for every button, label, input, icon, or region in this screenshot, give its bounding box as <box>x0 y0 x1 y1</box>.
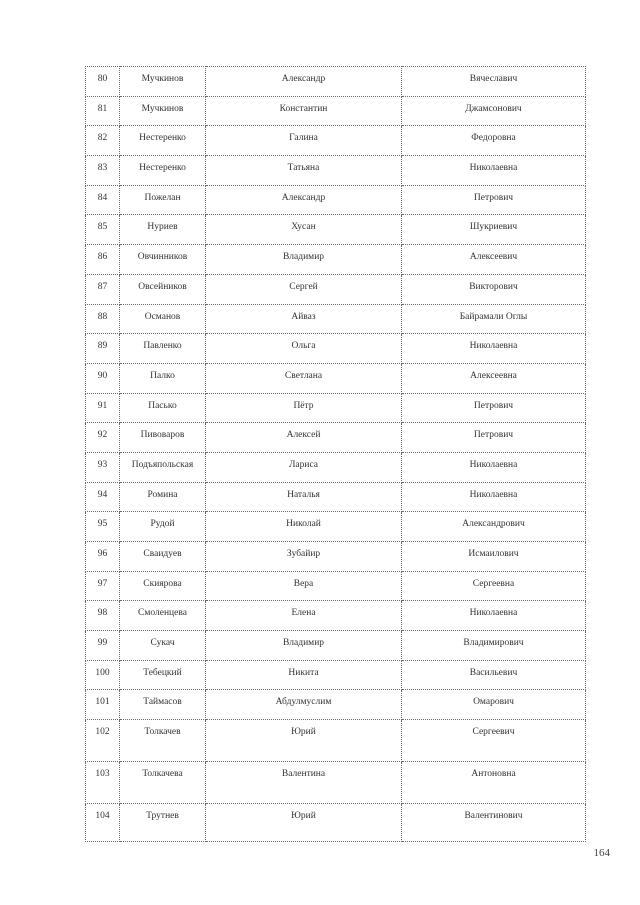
table-row <box>86 720 586 762</box>
table-row <box>86 452 586 482</box>
first-name-cell: Владимир <box>206 631 402 661</box>
row-number-cell: 83 <box>86 156 120 186</box>
first-name-cell: Вера <box>206 571 402 601</box>
last-name-cell: Толкачева <box>120 762 206 804</box>
row-number-cell: 102 <box>86 720 120 762</box>
last-name-cell: Ромина <box>120 482 206 512</box>
patronymic-cell: Петрович <box>402 185 586 215</box>
last-name-cell: Пасько <box>120 393 206 423</box>
page-number: 164 <box>593 847 610 859</box>
first-name-cell: Хусан <box>206 215 402 245</box>
table-row <box>86 690 586 720</box>
first-name-cell: Татьяна <box>206 156 402 186</box>
patronymic-cell: Алексеевна <box>402 363 586 393</box>
row-number-cell: 94 <box>86 482 120 512</box>
row-number-cell: 92 <box>86 423 120 453</box>
patronymic-cell: Александрович <box>402 512 586 542</box>
table-row <box>86 304 586 334</box>
last-name-cell: Рудой <box>120 512 206 542</box>
first-name-cell: Николай <box>206 512 402 542</box>
first-name-cell: Юрий <box>206 804 402 842</box>
table-row <box>86 67 586 97</box>
last-name-cell: Таймасов <box>120 690 206 720</box>
table-row <box>86 631 586 661</box>
patronymic-cell: Омарович <box>402 690 586 720</box>
first-name-cell: Александр <box>206 185 402 215</box>
first-name-cell: Пётр <box>206 393 402 423</box>
last-name-cell: Нестеренко <box>120 126 206 156</box>
table-row <box>86 363 586 393</box>
table-row <box>86 762 586 804</box>
first-name-cell: Александр <box>206 67 402 97</box>
first-name-cell: Сергей <box>206 274 402 304</box>
row-number-cell: 103 <box>86 762 120 804</box>
last-name-cell: Нуриев <box>120 215 206 245</box>
patronymic-cell: Николаевна <box>402 156 586 186</box>
table-row <box>86 334 586 364</box>
table-row <box>86 96 586 126</box>
patronymic-cell: Сергеевич <box>402 720 586 762</box>
row-number-cell: 98 <box>86 601 120 631</box>
names-table-body <box>86 67 586 842</box>
table-row <box>86 804 586 842</box>
first-name-cell: Айваз <box>206 304 402 334</box>
last-name-cell: Палко <box>120 363 206 393</box>
last-name-cell: Пивоваров <box>120 423 206 453</box>
patronymic-cell: Федоровна <box>402 126 586 156</box>
table-row <box>86 274 586 304</box>
row-number-cell: 91 <box>86 393 120 423</box>
first-name-cell: Владимир <box>206 245 402 275</box>
first-name-cell: Юрий <box>206 720 402 762</box>
patronymic-cell: Николаевна <box>402 482 586 512</box>
table-row <box>86 542 586 572</box>
patronymic-cell: Байрамали Оглы <box>402 304 586 334</box>
row-number-cell: 95 <box>86 512 120 542</box>
table-row <box>86 571 586 601</box>
first-name-cell: Никита <box>206 660 402 690</box>
last-name-cell: Османов <box>120 304 206 334</box>
last-name-cell: Мучкинов <box>120 96 206 126</box>
patronymic-cell: Петрович <box>402 423 586 453</box>
first-name-cell: Ольга <box>206 334 402 364</box>
patronymic-cell: Викторович <box>402 274 586 304</box>
last-name-cell: Нестеренко <box>120 156 206 186</box>
first-name-cell: Зубайир <box>206 542 402 572</box>
last-name-cell: Подъяпольская <box>120 452 206 482</box>
last-name-cell: Овчинников <box>120 245 206 275</box>
last-name-cell: Толкачев <box>120 720 206 762</box>
row-number-cell: 93 <box>86 452 120 482</box>
first-name-cell: Алексей <box>206 423 402 453</box>
patronymic-cell: Джамсонович <box>402 96 586 126</box>
row-number-cell: 85 <box>86 215 120 245</box>
names-table <box>85 66 586 842</box>
last-name-cell: Смоленцева <box>120 601 206 631</box>
last-name-cell: Овсейников <box>120 274 206 304</box>
patronymic-cell: Сергеевна <box>402 571 586 601</box>
row-number-cell: 90 <box>86 363 120 393</box>
patronymic-cell: Вячеславич <box>402 67 586 97</box>
row-number-cell: 101 <box>86 690 120 720</box>
row-number-cell: 80 <box>86 67 120 97</box>
row-number-cell: 86 <box>86 245 120 275</box>
row-number-cell: 87 <box>86 274 120 304</box>
table-row <box>86 185 586 215</box>
table-row <box>86 482 586 512</box>
patronymic-cell: Николаевна <box>402 601 586 631</box>
first-name-cell: Галина <box>206 126 402 156</box>
table-row <box>86 601 586 631</box>
table-row <box>86 126 586 156</box>
first-name-cell: Светлана <box>206 363 402 393</box>
row-number-cell: 84 <box>86 185 120 215</box>
last-name-cell: Пожелан <box>120 185 206 215</box>
row-number-cell: 96 <box>86 542 120 572</box>
last-name-cell: Павленко <box>120 334 206 364</box>
row-number-cell: 81 <box>86 96 120 126</box>
last-name-cell: Сукач <box>120 631 206 661</box>
table-row <box>86 393 586 423</box>
table-row <box>86 245 586 275</box>
row-number-cell: 89 <box>86 334 120 364</box>
last-name-cell: Трутнев <box>120 804 206 842</box>
last-name-cell: Тебецкий <box>120 660 206 690</box>
patronymic-cell: Владимирович <box>402 631 586 661</box>
row-number-cell: 104 <box>86 804 120 842</box>
first-name-cell: Константин <box>206 96 402 126</box>
last-name-cell: Скиярова <box>120 571 206 601</box>
first-name-cell: Абдулмуслим <box>206 690 402 720</box>
row-number-cell: 97 <box>86 571 120 601</box>
first-name-cell: Елена <box>206 601 402 631</box>
last-name-cell: Мучкинов <box>120 67 206 97</box>
table-row <box>86 215 586 245</box>
patronymic-cell: Васильевич <box>402 660 586 690</box>
patronymic-cell: Исмаилович <box>402 542 586 572</box>
patronymic-cell: Николаевна <box>402 452 586 482</box>
row-number-cell: 100 <box>86 660 120 690</box>
row-number-cell: 99 <box>86 631 120 661</box>
first-name-cell: Наталья <box>206 482 402 512</box>
patronymic-cell: Николаевна <box>402 334 586 364</box>
table-row <box>86 423 586 453</box>
table-row <box>86 156 586 186</box>
first-name-cell: Валентина <box>206 762 402 804</box>
table-row <box>86 660 586 690</box>
first-name-cell: Лариса <box>206 452 402 482</box>
row-number-cell: 82 <box>86 126 120 156</box>
table-row <box>86 512 586 542</box>
row-number-cell: 88 <box>86 304 120 334</box>
last-name-cell: Сваидуев <box>120 542 206 572</box>
patronymic-cell: Петрович <box>402 393 586 423</box>
patronymic-cell: Шукриевич <box>402 215 586 245</box>
patronymic-cell: Антоновна <box>402 762 586 804</box>
patronymic-cell: Валентинович <box>402 804 586 842</box>
patronymic-cell: Алексеевич <box>402 245 586 275</box>
